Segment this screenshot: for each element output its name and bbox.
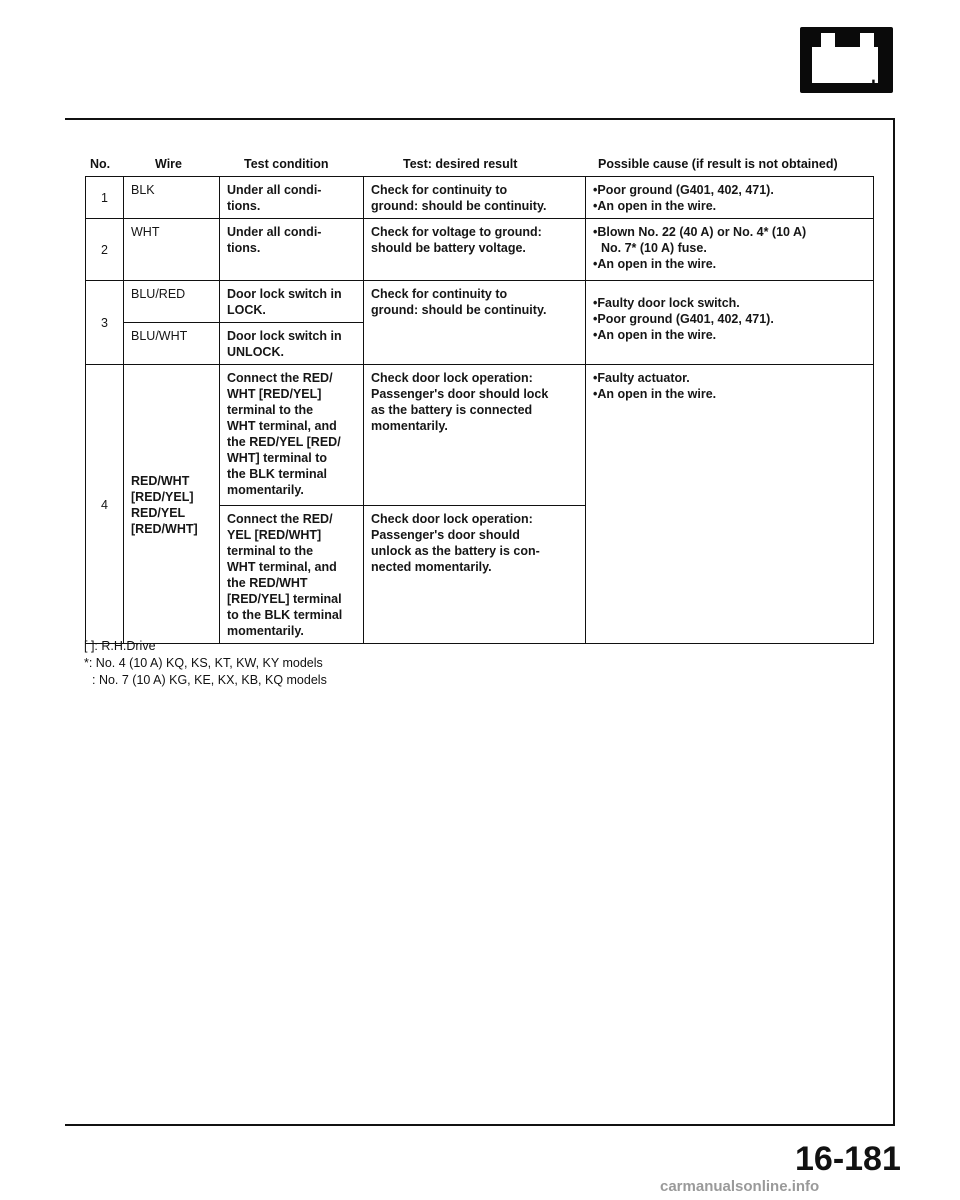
- table-row: [86, 281, 874, 323]
- header-wire: Wire: [155, 157, 182, 171]
- header-test-condition: Test condition: [244, 157, 329, 171]
- cell-line: Check for continuity to: [371, 287, 508, 301]
- cell-line: •Blown No. 22 (40 A) or No. 4* (10 A): [593, 225, 807, 239]
- cause-cell: [586, 219, 874, 281]
- cell-line: •An open in the wire.: [593, 328, 717, 342]
- cell-line: should be battery voltage.: [371, 241, 526, 255]
- result-cell: [364, 506, 586, 644]
- cell-line: WHT terminal, and: [227, 560, 337, 574]
- cell-line: nected momentarily.: [371, 560, 492, 574]
- cell-line: YEL [RED/WHT]: [227, 528, 322, 542]
- row-number: 1: [86, 177, 124, 219]
- cell-line: Passenger's door should lock: [371, 387, 549, 401]
- wire-cell: WHT: [124, 219, 220, 281]
- row-number: 3: [86, 281, 124, 365]
- result-cell: [364, 219, 586, 281]
- cell-line: terminal to the: [227, 544, 314, 558]
- cell-line: [RED/YEL] terminal: [227, 592, 342, 606]
- cell-line: Check for continuity to: [371, 183, 508, 197]
- cause-cell: [586, 281, 874, 365]
- cell-line: WHT terminal, and: [227, 419, 337, 433]
- cell-line: Check door lock operation:: [371, 371, 533, 385]
- condition-cell: [220, 323, 364, 365]
- condition-cell: [220, 177, 364, 219]
- cell-line: No. 7* (10 A) fuse.: [601, 241, 707, 255]
- wire-cell: BLK: [124, 177, 220, 219]
- cell-line: to the BLK terminal: [227, 608, 343, 622]
- cell-line: the RED/YEL [RED/: [227, 435, 341, 449]
- cell-line: Door lock switch in: [227, 329, 342, 343]
- plus-symbol: +: [867, 73, 880, 98]
- table-row: [86, 177, 874, 219]
- cell-line: Door lock switch in: [227, 287, 342, 301]
- footnote-rhd: [ ]: R.H.Drive: [84, 639, 156, 653]
- cell-line: [RED/WHT]: [131, 521, 198, 536]
- cell-line: UNLOCK.: [227, 345, 284, 359]
- result-cell: [364, 281, 586, 365]
- condition-cell: [220, 365, 364, 506]
- top-rule: [65, 118, 895, 120]
- cell-line: WHT [RED/YEL]: [227, 387, 322, 401]
- wire-cell: BLU/WHT: [124, 323, 220, 365]
- footnote-fuse-7: : No. 7 (10 A) KG, KE, KX, KB, KQ models: [92, 673, 327, 687]
- cell-line: Check door lock operation:: [371, 512, 533, 526]
- cell-line: Connect the RED/: [227, 371, 333, 385]
- cell-line: ground: should be continuity.: [371, 303, 547, 317]
- cell-line: unlock as the battery is con-: [371, 544, 540, 558]
- cell-line: momentarily.: [227, 624, 304, 638]
- cell-line: RED/WHT: [131, 473, 190, 488]
- cell-line: tions.: [227, 199, 261, 213]
- battery-icon: [800, 27, 893, 98]
- condition-cell: [220, 219, 364, 281]
- condition-cell: [220, 281, 364, 323]
- wire-cell: [124, 365, 220, 644]
- right-rule: [893, 118, 895, 1126]
- cell-line: as the battery is connected: [371, 403, 533, 417]
- cell-line: tions.: [227, 241, 261, 255]
- cell-line: WHT] terminal to: [227, 451, 327, 465]
- cell-line: Passenger's door should: [371, 528, 520, 542]
- cell-line: •An open in the wire.: [593, 199, 717, 213]
- cell-line: the RED/WHT: [227, 576, 308, 590]
- row-number: 2: [86, 219, 124, 281]
- cause-cell: [586, 177, 874, 219]
- cell-line: •Poor ground (G401, 402, 471).: [593, 312, 774, 326]
- header-desired-result: Test: desired result: [403, 157, 518, 171]
- cell-line: •Faulty door lock switch.: [593, 296, 740, 310]
- cell-line: LOCK.: [227, 303, 266, 317]
- cell-line: •An open in the wire.: [593, 257, 717, 271]
- cell-line: ground: should be continuity.: [371, 199, 547, 213]
- header-possible-cause: Possible cause (if result is not obtained): [598, 157, 838, 171]
- battery-negative-post: [821, 33, 835, 47]
- wire-cell: BLU/RED: [124, 281, 220, 323]
- minus-symbol: −: [838, 73, 851, 98]
- cell-line: Under all condi-: [227, 183, 322, 197]
- test-table: [85, 176, 874, 644]
- cell-line: terminal to the: [227, 403, 314, 417]
- table-row: [86, 219, 874, 281]
- result-cell: [364, 177, 586, 219]
- cell-line: RED/YEL: [131, 505, 186, 520]
- condition-cell: [220, 506, 364, 644]
- cell-line: Under all condi-: [227, 225, 322, 239]
- cell-line: •Faulty actuator.: [593, 371, 690, 385]
- cell-line: Connect the RED/: [227, 512, 333, 526]
- cell-line: •An open in the wire.: [593, 387, 717, 401]
- cell-line: momentarily.: [227, 483, 304, 497]
- footnote-fuse-4: *: No. 4 (10 A) KQ, KS, KT, KW, KY models: [84, 656, 323, 670]
- result-cell: [364, 365, 586, 506]
- cause-cell: [586, 365, 874, 644]
- watermark: carmanualsonline.info: [660, 1178, 820, 1195]
- cell-line: •Poor ground (G401, 402, 471).: [593, 183, 774, 197]
- header-no: No.: [90, 157, 111, 171]
- cell-line: [RED/YEL]: [131, 489, 194, 504]
- battery-face: [812, 47, 880, 98]
- cell-line: the BLK terminal: [227, 467, 328, 481]
- table-row: [86, 365, 874, 506]
- cell-line: Check for voltage to ground:: [371, 225, 542, 239]
- battery-positive-post: [860, 33, 874, 47]
- page-number: 16-181: [795, 1140, 901, 1178]
- row-number: 4: [86, 365, 124, 644]
- cell-line: momentarily.: [371, 419, 448, 433]
- bottom-rule: [65, 1124, 895, 1126]
